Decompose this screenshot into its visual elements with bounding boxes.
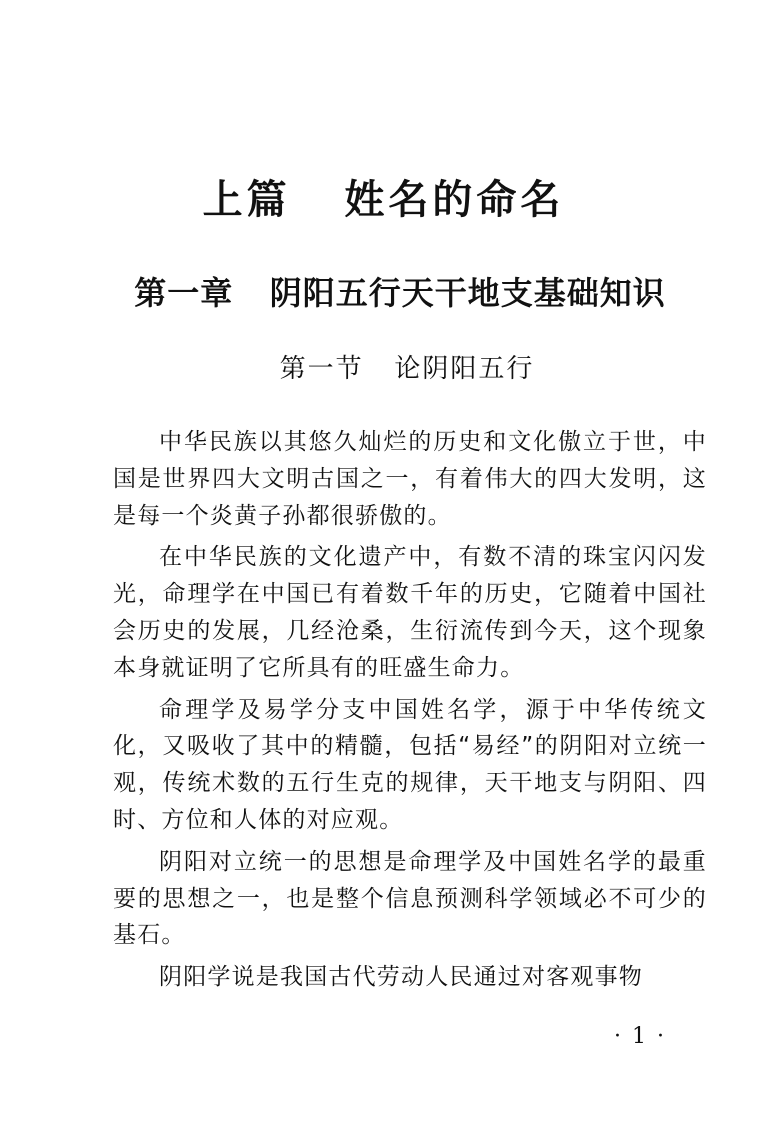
section-title: 第一节 论阴阳五行 [279,354,535,384]
page-number: · 1 · [614,1024,666,1049]
chapter-title: 第一章 阴阳五行天干地支基础知识 [134,274,666,312]
body-text [113,424,707,1001]
paragraph: 中华民族以其悠久灿烂的历史和文化傲立于世，中国是世界四大文明古国之一，有着伟大的四大发明，这是每一个炎黄子孙都很骄傲的。 [113,429,707,529]
paragraph: 在中华民族的文化遗产中，有数不清的珠宝闪闪发光，命理学在中国已有着数千年的历史，它随着中国社会历史的发展，几经沧桑，生衍流传到今天，这个现象本身就证明了它所具有的旺盛生命力。 [113,544,707,681]
part-title: 上篇 姓名的命名 [202,176,565,223]
paragraph: 阴阳学说是我国古代劳动人民通过对客观事物 [159,964,643,991]
paragraph: 阴阳对立统一的思想是命理学及中国姓名学的最重要的思想之一，也是整个信息预测科学领域必不可少的基石。 [113,848,707,949]
paragraph: 命理学及易学分支中国姓名学，源于中华传统文化，又吸收了其中的精髓，包括“易经”的阴阳对立统一观，传统术数的五行生克的规律，天干地支与阴阳、四时、方位和人体的对应观。 [113,696,707,833]
